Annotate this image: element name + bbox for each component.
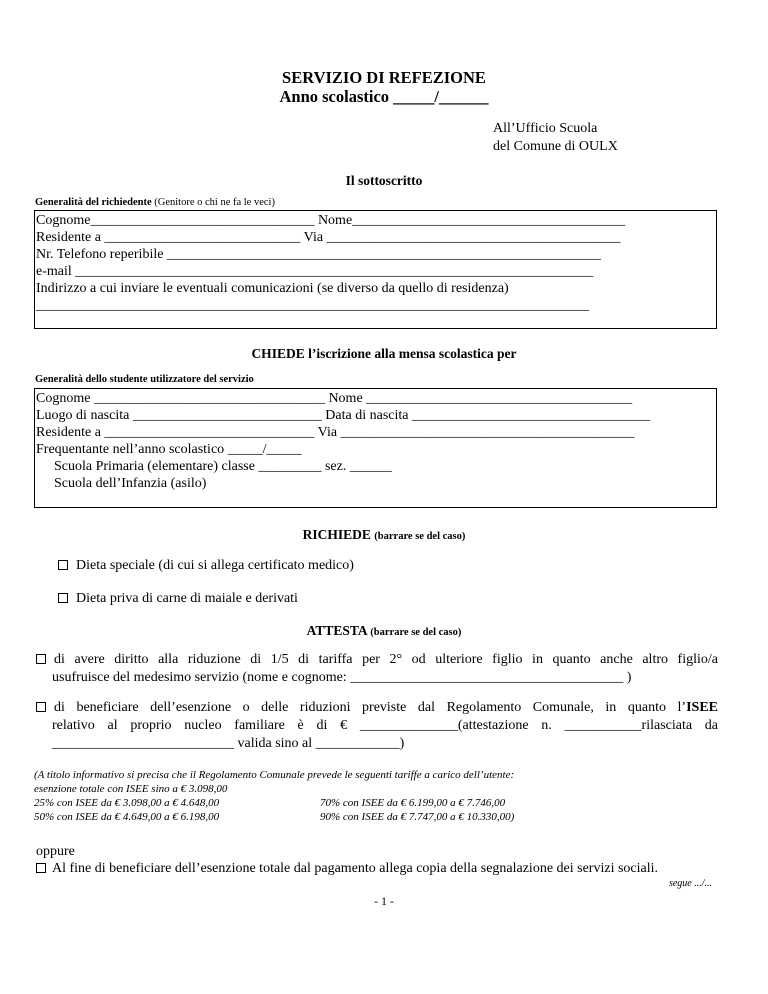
segue-note: segue .../... bbox=[668, 878, 712, 889]
tariffe-note bbox=[34, 768, 734, 824]
richiedente-row-indirizzo[interactable]: _______________________________________________________________________________ bbox=[36, 298, 589, 313]
richiedente-box bbox=[34, 210, 717, 329]
studente-row-primaria[interactable]: Scuola Primaria (elementare) classe _________ sez. ______ bbox=[54, 459, 392, 474]
attesta-item-isee-line-3[interactable]: __________________________ valida sino al ____________) bbox=[52, 736, 405, 751]
oppure-label: oppure bbox=[36, 844, 75, 859]
attesta-item-riduzione bbox=[36, 651, 718, 687]
studente-row-infanzia[interactable]: Scuola dell’Infanzia (asilo) bbox=[54, 476, 207, 491]
attesta-item-riduzione-line-1[interactable]: di avere diritto alla riduzione di 1/5 di tariffa per 2° od ulteriore figlio in quanto anche altro figlio/a bbox=[36, 651, 718, 669]
richiedente-heading bbox=[35, 197, 275, 208]
attesta-title: ATTESTA bbox=[306, 623, 367, 638]
studente-row-nascita[interactable]: Luogo di nascita ___________________________ Data di nascita __________________________________ bbox=[36, 408, 650, 423]
form-title: SERVIZIO DI REFEZIONE bbox=[282, 68, 486, 87]
studente-row-residenza[interactable]: Residente a ______________________________ Via __________________________________________ bbox=[36, 425, 635, 440]
tariffe-row-2 bbox=[34, 810, 734, 824]
studente-heading: Generalità dello studente utilizzatore del servizio bbox=[35, 374, 254, 385]
richiede-heading bbox=[0, 527, 768, 543]
option-label: Dieta priva di carne di maiale e derivati bbox=[76, 591, 298, 606]
tariffe-esenzione: esenzione totale con ISEE sino a € 3.098,00 bbox=[34, 783, 228, 795]
esenzione-totale-option[interactable] bbox=[36, 860, 658, 877]
chiede-heading: CHIEDE l’iscrizione alla mensa scolastica per bbox=[251, 346, 517, 361]
tariffe-50: 50% con ISEE da € 4.649,00 a € 6.198,00 bbox=[34, 811, 220, 823]
attesta-item-isee bbox=[36, 699, 718, 753]
page-number: - 1 - bbox=[374, 894, 394, 908]
attesta-item-isee-line-1[interactable]: di beneficiare dell’esenzione o delle riduzioni previste dal Regolamento Comunale, in quanto l’ISEE bbox=[36, 699, 718, 717]
checkbox-icon[interactable] bbox=[36, 863, 46, 873]
richiede-note: (barrare se del caso) bbox=[374, 531, 466, 542]
studente-row-cognome[interactable]: Cognome _________________________________ Nome ______________________________________ bbox=[36, 391, 633, 406]
attesta-item-isee-line-2[interactable]: relativo al proprio nucleo familiare è di € ______________(attestazione n. ___________rilasciata da bbox=[52, 718, 718, 733]
attesta-heading bbox=[0, 623, 768, 639]
richiede-title: RICHIEDE bbox=[302, 527, 371, 542]
studente-box bbox=[34, 388, 717, 508]
checkbox-icon[interactable] bbox=[58, 560, 68, 570]
tariffe-25: 25% con ISEE da € 3.098,00 a € 4.648,00 bbox=[34, 797, 220, 809]
tariffe-90: 90% con ISEE da € 7.747,00 a € 10.330,00) bbox=[320, 811, 515, 823]
tariffe-intro: (A titolo informativo si precisa che il Regolamento Comunale prevede le seguenti tariffe a carico dell’utente: bbox=[34, 769, 515, 781]
addressee bbox=[493, 120, 618, 156]
checkbox-icon[interactable] bbox=[36, 654, 46, 664]
tariffe-row-1 bbox=[34, 796, 734, 810]
tariffe-70: 70% con ISEE da € 6.199,00 a € 7.746,00 bbox=[320, 797, 506, 809]
school-year-line: Anno scolastico _____/______ bbox=[279, 87, 489, 106]
richiede-option-dieta-speciale[interactable] bbox=[58, 557, 354, 574]
richiedente-row-indirizzo-label: Indirizzo a cui inviare le eventuali comunicazioni (se diverso da quello di residenza) bbox=[36, 281, 509, 296]
richiede-option-dieta-maiale[interactable] bbox=[58, 590, 298, 607]
richiedente-row-cognome[interactable]: Cognome________________________________ Nome_______________________________________ bbox=[36, 213, 626, 228]
option-label: Dieta speciale (di cui si allega certificato medico) bbox=[76, 558, 354, 573]
richiedente-heading-note: (Genitore o chi ne fa le veci) bbox=[154, 197, 275, 208]
richiedente-row-residenza[interactable]: Residente a ____________________________ Via __________________________________________ bbox=[36, 230, 621, 245]
attesta-item-riduzione-line-2[interactable]: usufruisce del medesimo servizio (nome e cognome: _______________________________________ ) bbox=[52, 670, 632, 685]
richiedente-row-email[interactable]: e-mail __________________________________________________________________________ bbox=[36, 264, 594, 279]
richiedente-heading-label: Generalità del richiedente bbox=[35, 197, 152, 208]
attesta-note: (barrare se del caso) bbox=[370, 627, 462, 638]
addressee-line-2: del Comune di OULX bbox=[493, 139, 618, 154]
checkbox-icon[interactable] bbox=[58, 593, 68, 603]
richiedente-row-telefono[interactable]: Nr. Telefono reperibile ______________________________________________________________ bbox=[36, 247, 601, 262]
checkbox-icon[interactable] bbox=[36, 702, 46, 712]
addressee-line-1: All’Ufficio Scuola bbox=[493, 121, 598, 136]
sottoscritto-heading: Il sottoscritto bbox=[345, 173, 423, 188]
studente-row-anno[interactable]: Frequentante nell’anno scolastico _____/_____ bbox=[36, 442, 302, 457]
esenzione-totale-label: Al fine di beneficiare dell’esenzione totale dal pagamento allega copia della segnalazione dei servizi sociali. bbox=[52, 861, 659, 876]
